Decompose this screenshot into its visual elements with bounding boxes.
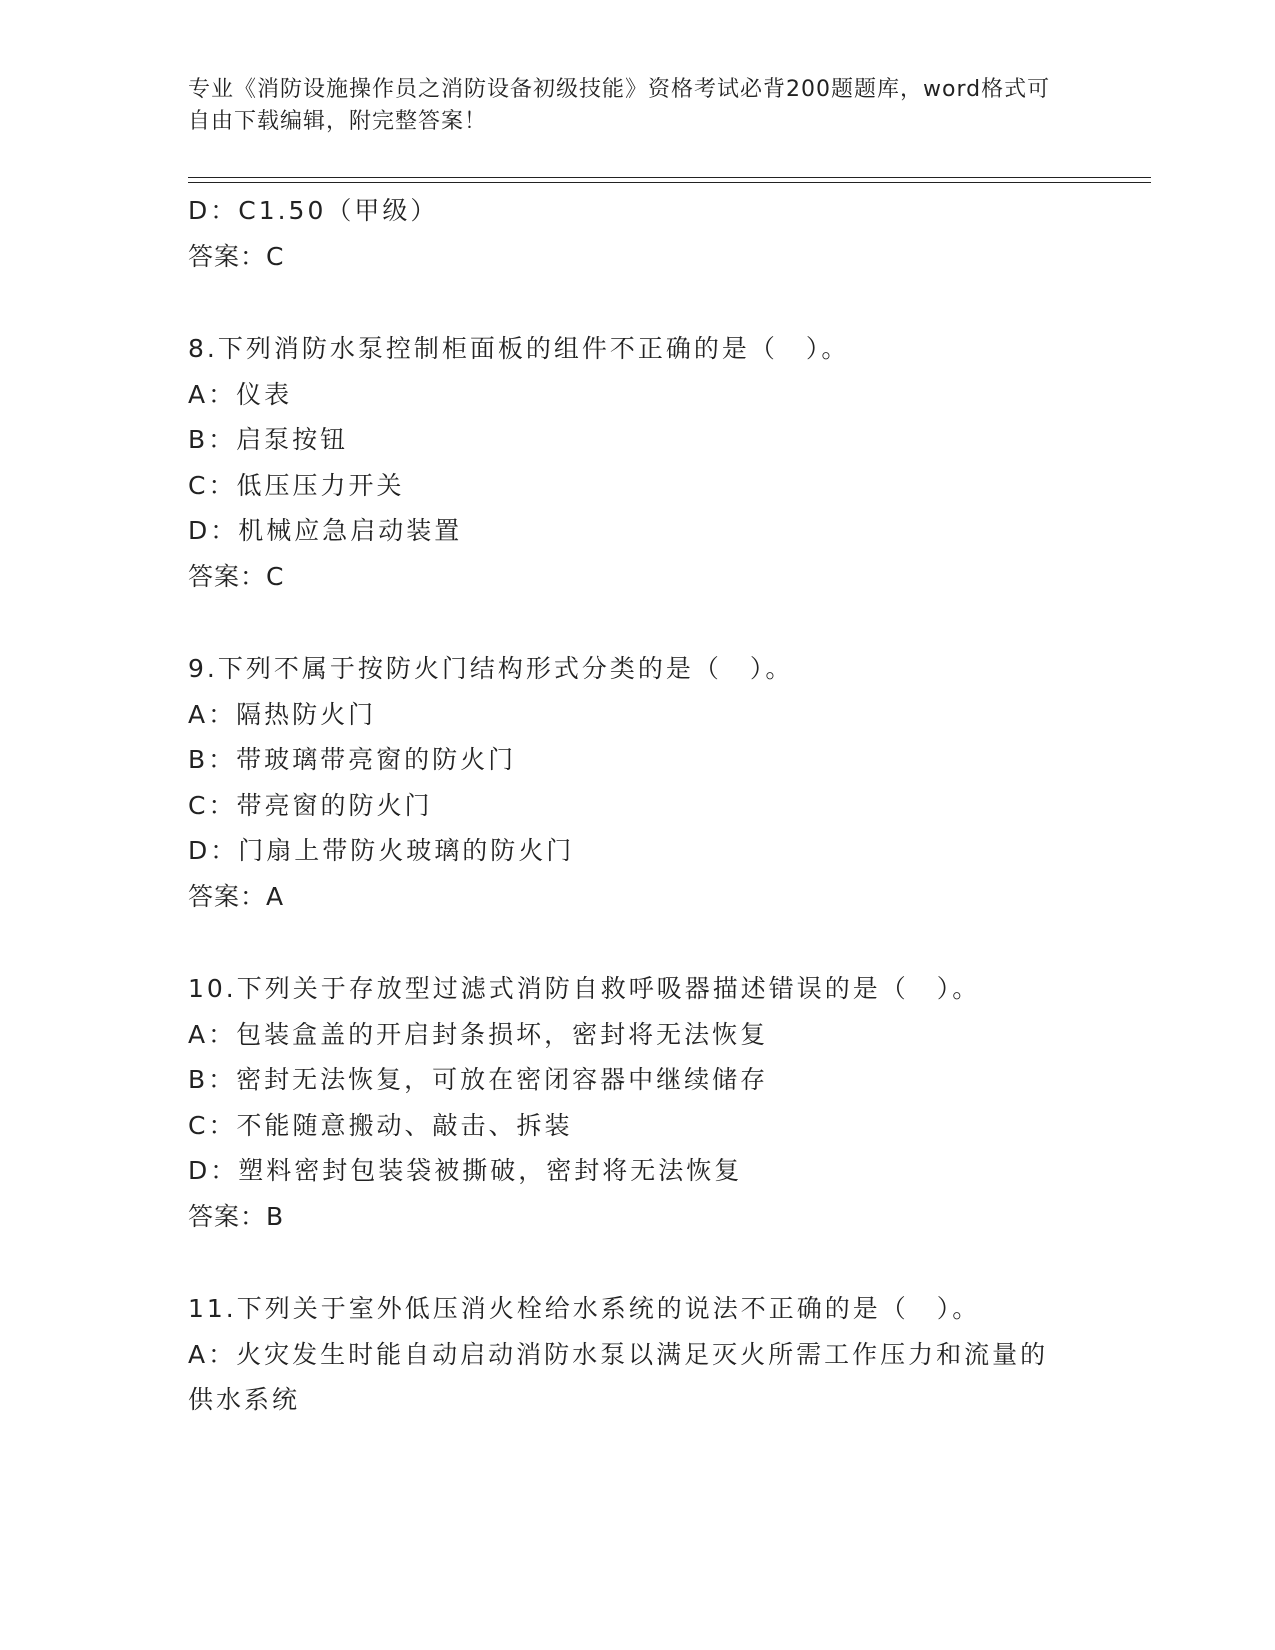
answer: 答案：A [188,881,285,911]
option-a: A：隔热防火门 [188,699,377,729]
question-stem: 10.下列关于存放型过滤式消防自救呼吸器描述错误的是（ ）。 [188,974,981,1003]
spacer [188,1239,1148,1286]
spacer [188,599,1148,646]
option-c: C：低压压力开关 [188,470,405,500]
header-divider-bottom [188,182,1151,183]
option-d: D：机械应急启动装置 [188,516,463,545]
option-a: A：包装盒盖的开启封条损坏，密封将无法恢复 [188,1019,769,1049]
spacer [188,919,1148,966]
question-content [188,188,1148,1423]
answer: 答案：C [188,561,285,591]
question-stem: 8.下列消防水泵控制柜面板的组件不正确的是（ ）。 [188,334,850,363]
document-header: 专业《消防设施操作员之消防设备初级技能》资格考试必背200题题库，word格式可自由下载编辑，附完整答案！ [188,77,1051,134]
prev-answer: 答案：C [188,241,285,271]
question-9 [188,646,1148,919]
header-divider-top [188,177,1151,178]
option-d: D：塑料密封包装袋被撕破，密封将无法恢复 [188,1156,743,1185]
option-b: B：带玻璃带亮窗的防火门 [188,745,517,774]
option-d: D：门扇上带防火玻璃的防火门 [188,836,575,865]
prev-option-d: D：C1.50（甲级） [188,196,439,225]
question-stem: 9.下列不属于按防火门结构形式分类的是（ ）。 [188,654,794,683]
question-8 [188,326,1148,599]
question-stem: 11.下列关于室外低压消火栓给水系统的说法不正确的是（ ）。 [188,1294,981,1323]
option-a: A：仪表 [188,379,293,409]
spacer [188,279,1148,326]
option-b: B：启泵按钮 [188,425,349,454]
answer: 答案：B [188,1201,285,1231]
question-11 [188,1286,1148,1423]
option-c: C：不能随意搬动、敲击、拆装 [188,1110,573,1140]
option-a: A：火灾发生时能自动启动消防水泵以满足灭火所需工作压力和流量的供水系统 [188,1339,1049,1414]
question-10 [188,966,1148,1239]
option-c: C：带亮窗的防火门 [188,790,433,820]
option-b: B：密封无法恢复，可放在密闭容器中继续储存 [188,1065,769,1094]
